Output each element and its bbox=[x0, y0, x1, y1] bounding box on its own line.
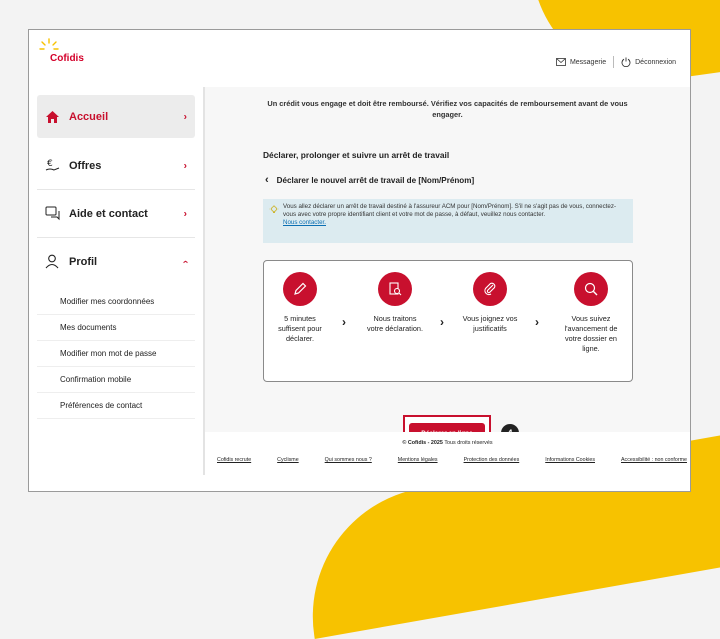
back-link[interactable] bbox=[265, 174, 474, 186]
copyright-brand: © Cofidis - 2025 bbox=[402, 440, 443, 446]
chevron-right-icon: › bbox=[183, 111, 187, 122]
sidebar-item-label: Accueil bbox=[69, 110, 109, 123]
sidebar-item-accueil[interactable] bbox=[37, 95, 195, 138]
chevron-left-icon: ‹ bbox=[265, 174, 269, 186]
footer bbox=[205, 432, 690, 492]
logo-text: Cofidis bbox=[50, 53, 84, 64]
profil-submenu bbox=[37, 289, 195, 419]
info-text: Vous allez déclarer un arrêt de travail destiné à l'assureur ACM pour [Nom/Prénom]. S'il ne s'agit pas de vous, connectez-vous avec votre propre identifiant client et votre mot de passe, à défaut, veuillez nous contacter. bbox=[283, 203, 617, 218]
sidebar-item-label: Aide et contact bbox=[69, 207, 148, 220]
footer-link[interactable]: Protection des données bbox=[463, 457, 520, 463]
sidebar-subitem[interactable]: Préférences de contact bbox=[37, 393, 195, 419]
power-icon bbox=[621, 57, 631, 67]
step-text: Nous traitons votre déclaration. bbox=[367, 314, 423, 333]
step-text: Vous suivez l'avancement de votre dossier en ligne. bbox=[564, 314, 618, 353]
copyright bbox=[205, 440, 690, 446]
messagerie-label: Messagerie bbox=[569, 58, 607, 66]
footer-link[interactable]: Accessibilité : non conforme bbox=[621, 457, 687, 463]
sidebar-item-aide-et-contact[interactable] bbox=[37, 190, 195, 238]
footer-link[interactable]: Cyclisme bbox=[277, 457, 299, 463]
footer-link[interactable]: Cofidis recrute bbox=[217, 457, 252, 463]
step-text: Vous joignez vos justificatifs bbox=[462, 314, 518, 333]
top-links bbox=[556, 56, 676, 68]
sidebar-item-label: Profil bbox=[69, 255, 98, 268]
sidebar bbox=[29, 87, 205, 475]
pencil-icon bbox=[283, 272, 317, 306]
back-label: Déclarer le nouvel arrêt de travail de [Nom/Prénom] bbox=[276, 175, 475, 185]
svg-text:€: € bbox=[46, 159, 53, 169]
user-icon bbox=[44, 254, 60, 270]
chat-icon bbox=[44, 206, 60, 222]
chevron-right-icon: › bbox=[535, 315, 539, 329]
top-bar bbox=[29, 30, 690, 87]
sidebar-item-offres[interactable] bbox=[37, 142, 195, 190]
step-3 bbox=[460, 272, 520, 334]
sidebar-subitem[interactable]: Mes documents bbox=[37, 315, 195, 341]
lightbulb-icon bbox=[269, 205, 279, 215]
deconnexion-link[interactable] bbox=[621, 57, 676, 67]
step-2 bbox=[365, 272, 425, 334]
footer-link[interactable]: Mentions légales bbox=[397, 457, 438, 463]
step-text: 5 minutes suffisent pour déclarer. bbox=[278, 314, 322, 343]
paperclip-icon bbox=[473, 272, 507, 306]
credit-warning: Un crédit vous engage et doit être remboursé. Vérifiez vos capacités de remboursement avant de vous engager. bbox=[267, 99, 628, 119]
sidebar-item-profil[interactable] bbox=[37, 238, 195, 285]
cofidis-logo[interactable] bbox=[40, 44, 100, 74]
home-icon bbox=[44, 109, 60, 125]
main-content bbox=[205, 87, 690, 432]
divider bbox=[613, 56, 614, 68]
deconnexion-label: Déconnexion bbox=[635, 58, 676, 66]
sidebar-subitem[interactable]: Confirmation mobile bbox=[37, 367, 195, 393]
steps-card bbox=[263, 260, 633, 382]
chevron-right-icon: › bbox=[440, 315, 444, 329]
footer-link[interactable]: Informations Cookies bbox=[545, 457, 595, 463]
footer-links bbox=[217, 457, 687, 463]
footer-link[interactable]: Qui sommes nous ? bbox=[324, 457, 372, 463]
step-4 bbox=[561, 272, 621, 354]
money-hand-icon bbox=[44, 158, 60, 174]
chevron-right-icon: › bbox=[342, 315, 346, 329]
document-search-icon bbox=[378, 272, 412, 306]
messagerie-link[interactable] bbox=[556, 58, 606, 66]
app-window bbox=[28, 29, 691, 492]
section-title: Déclarer, prolonger et suivre un arrêt de travail bbox=[263, 150, 450, 160]
envelope-icon bbox=[556, 58, 566, 66]
chevron-right-icon: › bbox=[183, 160, 187, 171]
chevron-right-icon: › bbox=[183, 208, 187, 219]
step-1 bbox=[270, 272, 330, 344]
chevron-up-icon: › bbox=[179, 259, 191, 264]
sidebar-subitem[interactable]: Modifier mon mot de passe bbox=[37, 341, 195, 367]
magnifier-icon bbox=[574, 272, 608, 306]
copyright-rest: Tous droits réservés bbox=[442, 440, 493, 446]
sidebar-item-label: Offres bbox=[69, 159, 102, 172]
contact-link[interactable]: Nous contacter. bbox=[283, 219, 326, 226]
sidebar-subitem[interactable]: Modifier mes coordonnées bbox=[37, 289, 195, 315]
info-banner bbox=[263, 199, 633, 243]
